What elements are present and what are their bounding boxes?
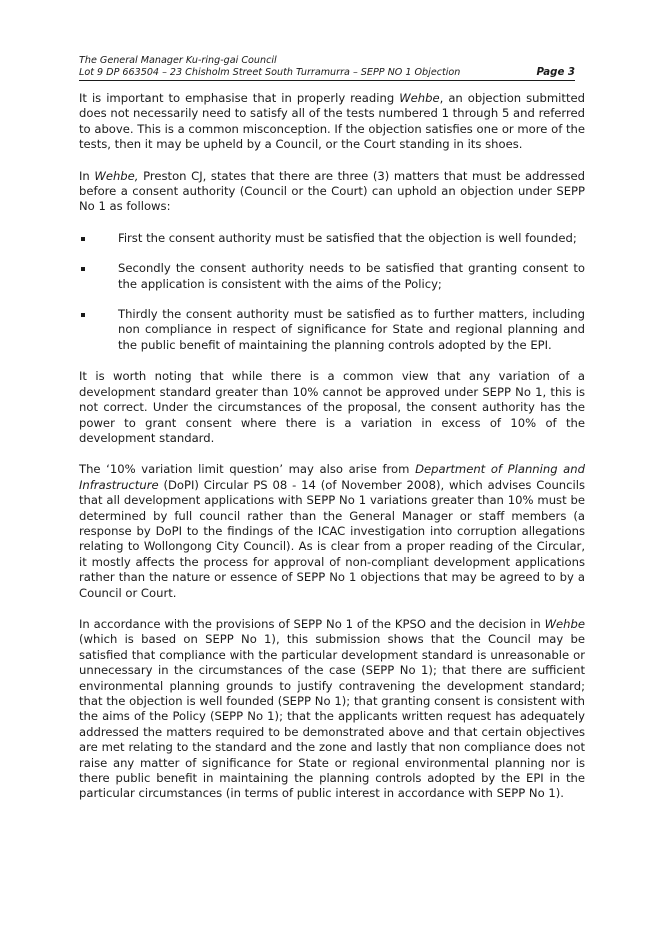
bullet-icon <box>81 237 85 241</box>
case-name-wehbe: Wehbe <box>399 91 440 105</box>
bullet-icon <box>81 267 85 271</box>
list-item <box>79 307 585 353</box>
paragraph-5-text-b: (which is based on SEPP No 1), this submission shows that the Council may be satisfied that compliance with the particular development standard is unreasonable or unnecessary in the circumstances of the case (SEPP No 1); that there are sufficient environmental planning grounds to justify contravening the development standard; that the objection is well founded (SEPP No 1); that granting consent is consistent with the aims of the Policy (SEPP No 1); that the applicants written request has adequately addressed the matters required to be demonstrated above and that certain objectives are met relating to the standard and the zone and lastly that non compliance does not raise any matter of significance for State or regional environmental planning nor is there public benefit in maintaining the planning controls adopted by the EPI in the particular circumstances (in terms of public interest in accordance with SEPP No 1). <box>79 632 585 801</box>
paragraph-1-text-a: It is important to emphasise that in properly reading <box>79 91 400 105</box>
case-name-wehbe: Wehbe, <box>94 168 139 183</box>
list-item-text: Secondly the consent authority needs to be satisfied that granting consent to the application is consistent with the aims of the Policy; <box>118 261 585 291</box>
page-header <box>79 55 575 81</box>
document-body <box>79 91 585 818</box>
matters-list <box>79 231 585 353</box>
paragraph-5 <box>79 617 585 802</box>
department-name: Department of Planning and Infrastructure <box>79 462 585 492</box>
header-recipient: The General Manager Ku-ring-gai Council <box>79 55 277 66</box>
paragraph-4-text-a: The ‘10% variation limit question’ may also arise from <box>79 462 416 477</box>
list-item-text: First the consent authority must be satisfied that the objection is well founded; <box>118 230 577 245</box>
list-item-text: Thirdly the consent authority must be satisfied as to further matters, including non compliance in respect of significance for State and regional planning and the public benefit of maintaining the planning controls adopted by the EPI. <box>118 307 585 352</box>
bullet-icon <box>81 313 85 317</box>
paragraph-4-text-b: (DoPI) Circular PS 08 - 14 (of November 2008), which advises Councils that all development applications with SEPP No 1 variations greater than 10% must be determined by full council rather than the General Manager or staff members (a response by DoPI to the findings of the ICAC investigation into corruption allegations relating to Wollongong City Council). As is clear from a proper reading of the Circular, it mostly affects the process for approval of non-compliant development applications rather than the nature or essence of SEPP No 1 objections that may be agreed to by a Council or Court. <box>79 477 585 600</box>
paragraph-4 <box>79 462 585 601</box>
paragraph-3: It is worth noting that while there is a common view that any variation of a development standard greater than 10% cannot be approved under SEPP No 1, this is not correct. Under the circumstances of the proposal, the consent authority has the power to grant consent where there is a variation in excess of 10% of the development standard. <box>79 369 585 445</box>
paragraph-1-text-b: , an objection submitted does not necessarily need to satisfy all of the tests numbered 1 through 5 and referred to above. This is a common misconception. If the objection satisfies one or more of the tests, then it may be upheld by a Council, or the Court standing in its shoes. <box>79 91 585 152</box>
paragraph-2-text-a: In <box>79 168 95 183</box>
paragraph-5-text-a: In accordance with the provisions of SEPP No 1 of the KPSO and the decision in <box>79 616 545 631</box>
paragraph-2-text-b: Preston CJ, states that there are three (3) matters that must be addressed before a consent authority (Council or the Court) can uphold an objection under SEPP No 1 as follows: <box>79 168 585 214</box>
case-name-wehbe: Wehbe <box>544 616 585 631</box>
list-item <box>79 261 585 292</box>
header-subject-line <box>79 67 575 81</box>
list-item <box>79 231 585 246</box>
header-subject: Lot 9 DP 663504 – 23 Chisholm Street South Turramurra – SEPP NO 1 Objection <box>79 67 461 78</box>
paragraph-1 <box>79 91 585 153</box>
page-number: Page 3 <box>536 67 575 78</box>
paragraph-2 <box>79 169 585 215</box>
